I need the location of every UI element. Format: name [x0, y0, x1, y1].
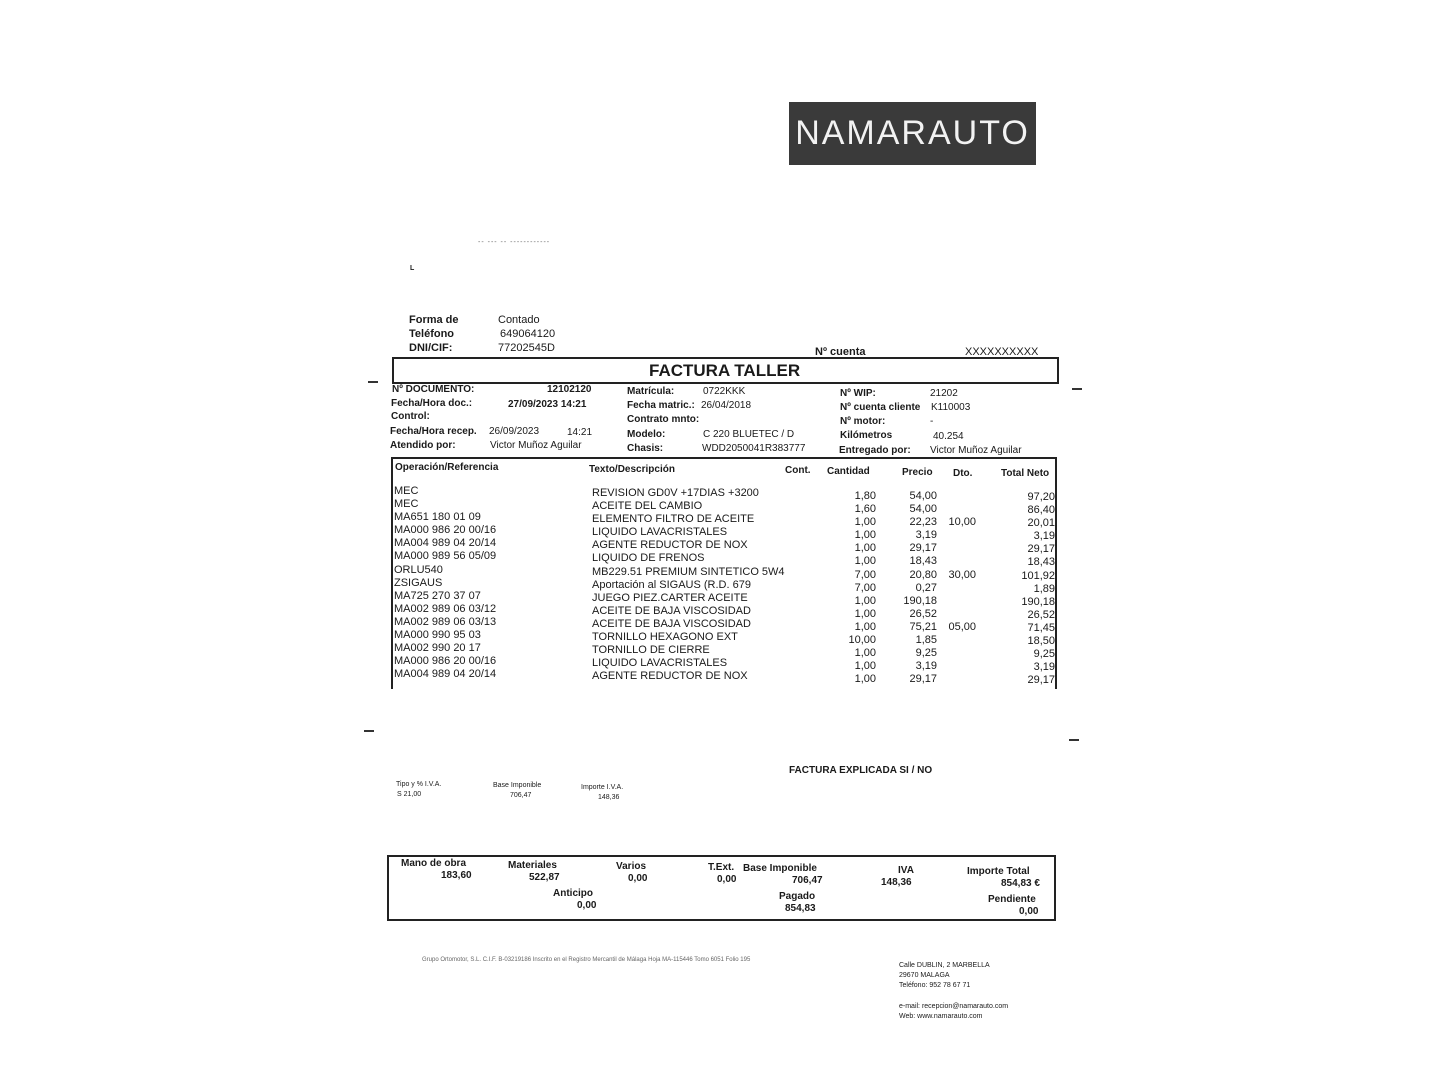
item-qty: 1,00 [854, 607, 876, 620]
contract-label: Contrato mnto: [627, 414, 700, 425]
pending-value: 0,00 [1019, 906, 1039, 917]
item-dto [940, 555, 976, 568]
iva-value: 148,36 [881, 877, 912, 888]
item-price: 29,17 [909, 542, 937, 555]
item-price: 54,00 [909, 490, 937, 502]
margin-mark [1072, 388, 1082, 390]
labour-value: 183,60 [441, 870, 472, 881]
item-desc: ACEITE DE BAJA VISCOSIDAD [592, 617, 751, 630]
item-dto: 10,00 [948, 516, 976, 529]
reg-date-value: 26/04/2018 [701, 400, 752, 411]
materials-label: Materiales [508, 860, 557, 871]
payment-label: Forma de [409, 314, 459, 326]
item-desc: LIQUIDO LAVACRISTALES [592, 657, 728, 670]
item-desc: ACEITE DEL CAMBIO [592, 500, 703, 513]
item-net: 26,52 [1027, 608, 1055, 621]
blurred-header-text: -- --- -- ------------ [478, 239, 551, 246]
footer-phone: Teléfono: 952 78 67 71 [899, 982, 971, 989]
advance-label: Anticipo [553, 888, 593, 899]
item-ref: MEC [394, 485, 419, 497]
item-dto [940, 529, 976, 542]
item-ref: MA000 989 56 05/09 [394, 550, 497, 563]
item-net: 190,18 [1021, 595, 1055, 608]
footer-web: Web: www.namarauto.com [899, 1013, 983, 1020]
item-price: 0,27 [915, 581, 937, 594]
item-price: 29,17 [909, 673, 937, 686]
vat-type-value: S 21,00 [397, 791, 422, 798]
dni-label: DNI/CIF: [409, 342, 453, 354]
delivered-value: Victor Muñoz Aguilar [930, 445, 1022, 456]
total-label: Importe Total [967, 866, 1030, 877]
invoice-title: FACTURA TALLER [649, 361, 801, 380]
vat-type-label: Tipo y % I.V.A. [396, 781, 442, 788]
item-desc: REVISION GD0V +17DIAS +3200 [592, 487, 759, 499]
labour-label: Mano de obra [401, 858, 467, 869]
item-qty: 1,60 [854, 503, 876, 516]
item-dto [940, 503, 976, 516]
item-qty: 1,00 [854, 529, 876, 542]
attended-value: Victor Muñoz Aguilar [490, 440, 582, 451]
wip-value: 21202 [930, 388, 958, 399]
item-price: 18,43 [909, 555, 937, 568]
col-header-dto: Dto. [953, 468, 973, 479]
margin-mark [364, 730, 374, 732]
paid-label: Pagado [779, 891, 816, 902]
item-price: 3,19 [915, 660, 937, 673]
item-net: 3,19 [1033, 661, 1055, 674]
item-net: 29,17 [1027, 674, 1055, 687]
col-header-price: Precio [902, 467, 933, 478]
item-desc: ACEITE DE BAJA VISCOSIDAD [592, 604, 751, 617]
total-value: 854,83 € [1001, 878, 1040, 889]
item-price: 9,25 [915, 647, 937, 660]
item-desc: ELEMENTO FILTRO DE ACEITE [592, 513, 755, 526]
col-header-qty: Cantidad [827, 466, 870, 477]
item-net: 3,19 [1033, 530, 1055, 543]
item-qty: 1,00 [854, 542, 876, 555]
footer-email: e-mail: recepcion@namarauto.com [899, 1003, 1009, 1010]
item-net: 1,89 [1033, 582, 1055, 595]
doc-date-label: Fecha/Hora doc.: [391, 398, 473, 409]
item-desc: MB229.51 PREMIUM SINTETICO 5W4 [592, 565, 785, 578]
various-value: 0,00 [628, 873, 648, 884]
delivered-label: Entregado por: [839, 445, 911, 456]
item-dto [940, 673, 976, 686]
items-dto-column [940, 490, 976, 686]
item-ref: MA002 989 06 03/12 [394, 602, 497, 615]
top-mark: L [410, 265, 415, 272]
item-desc: LIQUIDO LAVACRISTALES [592, 526, 728, 539]
item-price: 22,23 [909, 516, 937, 529]
item-price: 20,80 [909, 568, 937, 581]
doc-number-value: 12102120 [547, 384, 592, 395]
items-net-column [1006, 491, 1055, 687]
col-header-net: Total Neto [1001, 468, 1050, 479]
brand-logo: NAMARAUTO [789, 102, 1036, 165]
col-header-desc: Texto/Descripción [589, 464, 675, 475]
item-qty: 1,00 [854, 620, 876, 633]
payment-value: Contado [498, 314, 540, 326]
item-dto [940, 634, 976, 647]
item-ref: MA725 270 37 07 [394, 589, 481, 602]
items-price-column [890, 490, 937, 686]
item-dto [940, 595, 976, 608]
engine-label: Nº motor: [840, 416, 886, 427]
item-qty: 10,00 [848, 634, 876, 647]
base-value: 706,47 [792, 875, 823, 886]
footer-address-1: Calle DUBLIN, 2 MARBELLA [899, 962, 990, 969]
item-ref: ORLU540 [394, 563, 443, 576]
item-dto: 05,00 [948, 620, 976, 633]
model-value: C 220 BLUETEC / D [703, 429, 795, 440]
col-header-cont: Cont. [785, 465, 811, 476]
reception-time: 14:21 [567, 427, 593, 438]
col-header-ref: Operación/Referencia [395, 462, 499, 473]
materials-value: 522,87 [529, 872, 560, 883]
item-price: 26,52 [909, 607, 937, 620]
margin-mark [368, 381, 378, 383]
phone-label: Teléfono [409, 328, 455, 340]
account-value: XXXXXXXXXX [965, 346, 1039, 358]
base-label: Base Imponible [743, 863, 817, 874]
item-desc: JUEGO PIEZ.CARTER ACEITE [592, 591, 748, 604]
items-ref-column [394, 485, 496, 681]
item-dto: 30,00 [948, 568, 976, 581]
chassis-value: WDD2050041R383777 [702, 443, 806, 454]
item-ref: MEC [394, 498, 419, 511]
item-price: 75,21 [909, 620, 937, 633]
item-qty: 1,00 [854, 555, 876, 568]
vat-base-value: 706,47 [510, 792, 532, 799]
vat-amount-value: 148,36 [598, 794, 620, 801]
item-net: 86,40 [1027, 504, 1055, 517]
item-dto [940, 647, 976, 660]
item-ref: MA000 986 20 00/16 [394, 655, 497, 668]
item-ref: MA000 986 20 00/16 [394, 524, 497, 537]
doc-date-value: 27/09/2023 14:21 [508, 399, 587, 410]
client-account-value: K110003 [931, 402, 971, 413]
invoice-title-box [392, 357, 1059, 384]
item-dto [940, 582, 976, 595]
vat-amount-label: Importe I.V.A. [581, 784, 624, 791]
item-net: 29,17 [1027, 543, 1055, 556]
footer-legal: Grupo Ortomotor, S.L. C.I.F. B-03219186 Inscrito en el Registro Mercantil de Málaga Hoja MA-115446 Tomo 6051 Folio 195 [422, 957, 751, 963]
item-ref: MA002 989 06 03/13 [394, 615, 497, 628]
item-price: 190,18 [903, 594, 937, 607]
item-price: 54,00 [909, 503, 937, 516]
ext-label: T.Ext. [708, 862, 735, 873]
model-label: Modelo: [627, 429, 666, 440]
item-dto [940, 542, 976, 555]
item-ref: MA004 989 04 20/14 [394, 537, 497, 550]
item-net: 9,25 [1033, 648, 1055, 661]
items-qty-column [836, 490, 876, 686]
reception-date: 26/09/2023 [489, 426, 540, 437]
item-dto [940, 490, 976, 503]
various-label: Varios [616, 861, 647, 872]
account-label: Nº cuenta [815, 346, 866, 358]
km-value: 40.254 [933, 431, 964, 442]
reception-label: Fecha/Hora recep. [390, 426, 477, 437]
item-ref: MA002 990 20 17 [394, 642, 481, 655]
items-desc-column [592, 487, 785, 683]
item-ref: MA000 990 95 03 [394, 629, 481, 642]
chassis-label: Chasis: [627, 443, 664, 454]
item-desc: AGENTE REDUCTOR DE NOX [592, 670, 748, 683]
item-ref: ZSIGAUS [394, 576, 443, 589]
reg-date-label: Fecha matric.: [627, 400, 695, 411]
advance-value: 0,00 [577, 900, 597, 911]
engine-value: - [930, 416, 934, 427]
item-desc: Aportación al SIGAUS (R.D. 679 [592, 578, 751, 591]
plate-label: Matrícula: [627, 386, 675, 397]
item-ref: MA651 180 01 09 [394, 511, 481, 524]
ext-value: 0,00 [717, 874, 737, 885]
paid-value: 854,83 [785, 903, 816, 914]
item-qty: 1,00 [854, 516, 876, 529]
plate-value: 0722KKK [703, 386, 746, 397]
item-net: 101,92 [1021, 569, 1055, 582]
footer-address-2: 29670 MALAGA [899, 972, 950, 979]
item-qty: 1,00 [854, 647, 876, 660]
client-account-label: Nº cuenta cliente [840, 402, 921, 413]
dni-value: 77202545D [498, 342, 555, 354]
item-price: 3,19 [915, 529, 937, 542]
km-label: Kilómetros [840, 430, 893, 441]
item-desc: TORNILLO HEXAGONO EXT [592, 631, 738, 644]
item-qty: 7,00 [854, 568, 876, 581]
item-desc: TORNILLO DE CIERRE [592, 644, 710, 657]
item-qty: 1,80 [854, 490, 876, 502]
item-net: 18,50 [1027, 635, 1055, 648]
pending-label: Pendiente [988, 894, 1036, 905]
margin-mark [1069, 739, 1079, 741]
item-dto [940, 660, 976, 673]
item-qty: 1,00 [854, 673, 876, 686]
vat-base-label: Base Imponible [493, 782, 542, 789]
doc-number-label: Nº DOCUMENTO: [392, 384, 475, 395]
item-ref: MA004 989 04 20/14 [394, 668, 497, 681]
item-net: 97,20 [1027, 491, 1055, 503]
phone-value: 649064120 [500, 328, 556, 340]
item-qty: 1,00 [854, 660, 876, 673]
attended-label: Atendido por: [390, 440, 456, 451]
iva-label: IVA [898, 865, 914, 876]
item-desc: LIQUIDO DE FRENOS [592, 552, 705, 565]
item-dto [940, 608, 976, 621]
control-label: Control: [391, 411, 430, 422]
item-qty: 1,00 [854, 594, 876, 607]
item-net: 20,01 [1027, 517, 1055, 530]
item-net: 71,45 [1027, 621, 1055, 634]
invoice-explained: FACTURA EXPLICADA SI / NO [789, 765, 933, 776]
wip-label: Nº WIP: [840, 388, 876, 399]
item-net: 18,43 [1027, 556, 1055, 569]
item-desc: AGENTE REDUCTOR DE NOX [592, 539, 748, 552]
item-qty: 7,00 [854, 581, 876, 594]
item-price: 1,85 [915, 634, 937, 647]
